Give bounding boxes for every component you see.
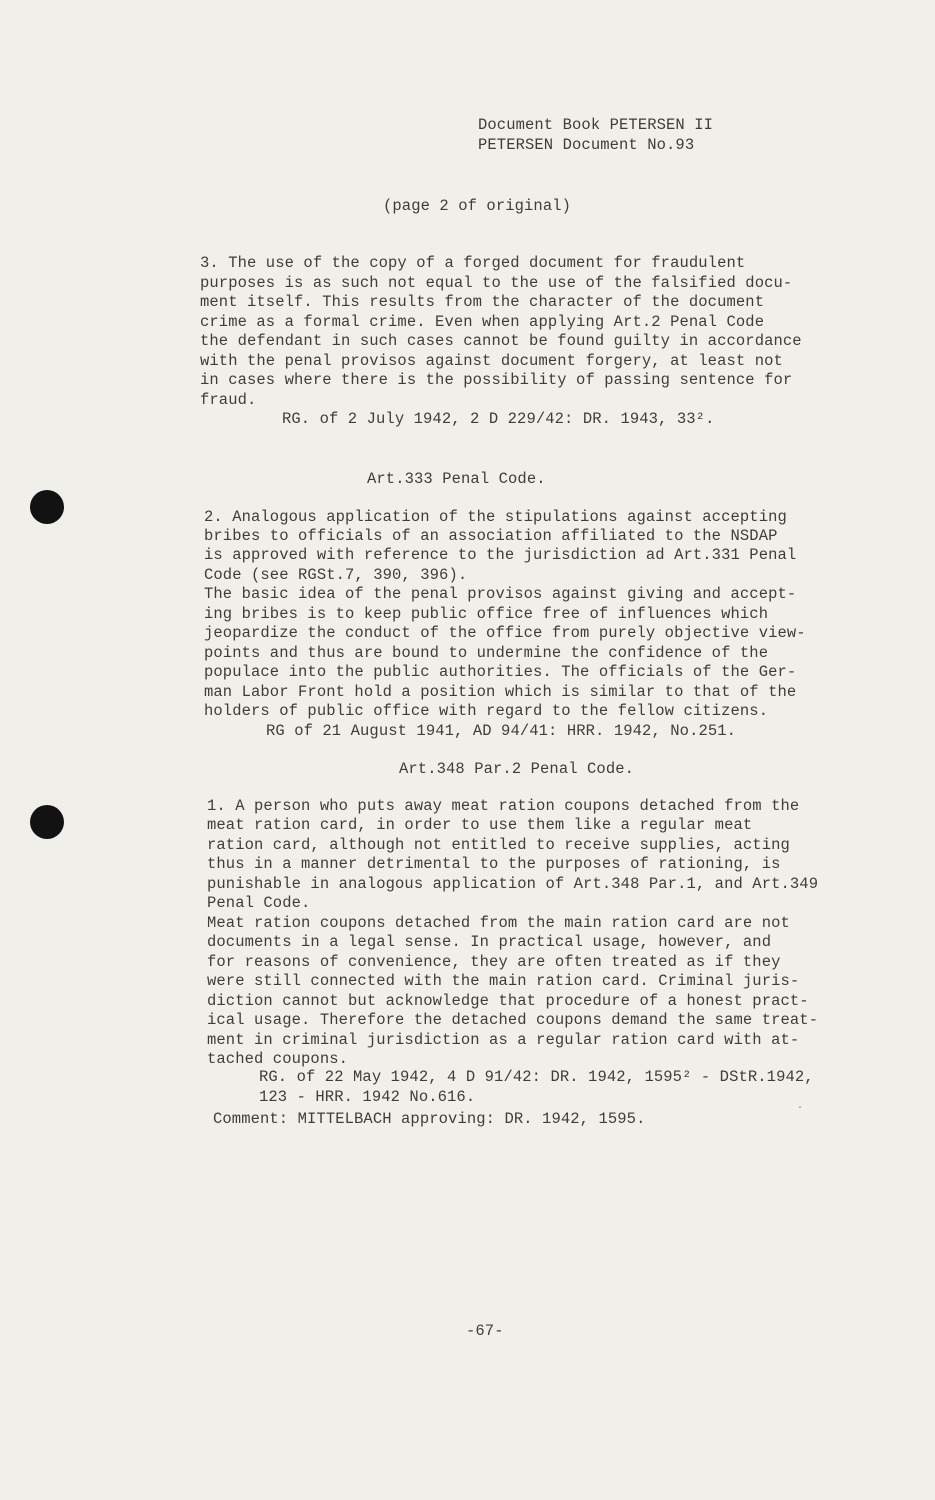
paragraph-line: diction cannot but acknowledge that procedure of a honest pract- bbox=[207, 992, 809, 1010]
header-line-2: PETERSEN Document No.93 bbox=[478, 136, 695, 154]
paragraph-line: purposes is as such not equal to the use of the falsified docu- bbox=[200, 274, 793, 292]
paragraph-line: Meat ration coupons detached from the main ration card are not bbox=[207, 914, 790, 932]
punch-hole-bottom bbox=[30, 805, 64, 839]
paragraph-line: in cases where there is the possibility of passing sentence for bbox=[200, 371, 793, 389]
paragraph-line: man Labor Front hold a position which is similar to that of the bbox=[204, 683, 797, 701]
citation: RG. of 2 July 1942, 2 D 229/42: DR. 1943, 33². bbox=[282, 410, 715, 428]
citation: RG of 21 August 1941, AD 94/41: HRR. 1942, No.251. bbox=[266, 722, 737, 740]
page-note: (page 2 of original) bbox=[383, 197, 572, 215]
paragraph-line: ing bribes is to keep public office free of influences which bbox=[204, 605, 769, 623]
paragraph-line: The basic idea of the penal provisos against giving and accept- bbox=[204, 585, 797, 603]
punch-hole-top bbox=[30, 490, 64, 524]
section-heading: Art.348 Par.2 Penal Code. bbox=[399, 760, 635, 778]
comment-line: Comment: MITTELBACH approving: DR. 1942, 1595. bbox=[213, 1110, 646, 1128]
paragraph-line: ment in criminal jurisdiction as a regular ration card with at- bbox=[207, 1031, 800, 1049]
paragraph-line: fraud. bbox=[200, 391, 257, 409]
paragraph-line: punishable in analogous application of Art.348 Par.1, and Art.349 bbox=[207, 875, 819, 893]
paragraph-line: 1. A person who puts away meat ration coupons detached from the bbox=[207, 797, 800, 815]
paragraph-line: is approved with reference to the jurisdiction ad Art.331 Penal bbox=[204, 546, 797, 564]
paragraph-line: the defendant in such cases cannot be found guilty in accordance bbox=[200, 332, 802, 350]
paragraph-line: ment itself. This results from the character of the document bbox=[200, 293, 765, 311]
citation: RG. of 22 May 1942, 4 D 91/42: DR. 1942, 1595² - DStR.1942, bbox=[259, 1068, 814, 1086]
section-heading: Art.333 Penal Code. bbox=[367, 470, 546, 488]
paragraph-line: documents in a legal sense. In practical usage, however, and bbox=[207, 933, 772, 951]
paragraph-line: for reasons of convenience, they are often treated as if they bbox=[207, 953, 781, 971]
margin-mark: · bbox=[797, 1103, 804, 1114]
paragraph-line: meat ration card, in order to use them like a regular meat bbox=[207, 816, 753, 834]
paragraph-line: with the penal provisos against document forgery, at least not bbox=[200, 352, 783, 370]
paragraph-line: points and thus are bound to undermine the confidence of the bbox=[204, 644, 769, 662]
paragraph-line: holders of public office with regard to the fellow citizens. bbox=[204, 702, 769, 720]
paragraph-line: 3. The use of the copy of a forged document for fraudulent bbox=[200, 254, 746, 272]
paragraph-line: were still connected with the main ration card. Criminal juris- bbox=[207, 972, 800, 990]
paragraph-line: Code (see RGSt.7, 390, 396). bbox=[204, 566, 468, 584]
paragraph-line: ical usage. Therefore the detached coupons demand the same treat- bbox=[207, 1011, 819, 1029]
paragraph-line: crime as a formal crime. Even when applying Art.2 Penal Code bbox=[200, 313, 765, 331]
citation: 123 - HRR. 1942 No.616. bbox=[259, 1088, 476, 1106]
paragraph-line: Penal Code. bbox=[207, 894, 311, 912]
header-line-1: Document Book PETERSEN II bbox=[478, 116, 714, 134]
paragraph-line: thus in a manner detrimental to the purposes of rationing, is bbox=[207, 855, 781, 873]
paragraph-line: ration card, although not entitled to receive supplies, acting bbox=[207, 836, 790, 854]
paragraph-line: 2. Analogous application of the stipulations against accepting bbox=[204, 508, 787, 526]
page-number: -67- bbox=[466, 1322, 504, 1340]
paragraph-line: bribes to officials of an association affiliated to the NSDAP bbox=[204, 527, 778, 545]
paragraph-line: jeopardize the conduct of the office from purely objective view- bbox=[204, 624, 806, 642]
paragraph-line: tached coupons. bbox=[207, 1050, 349, 1068]
paragraph-line: populace into the public authorities. The officials of the Ger- bbox=[204, 663, 797, 681]
